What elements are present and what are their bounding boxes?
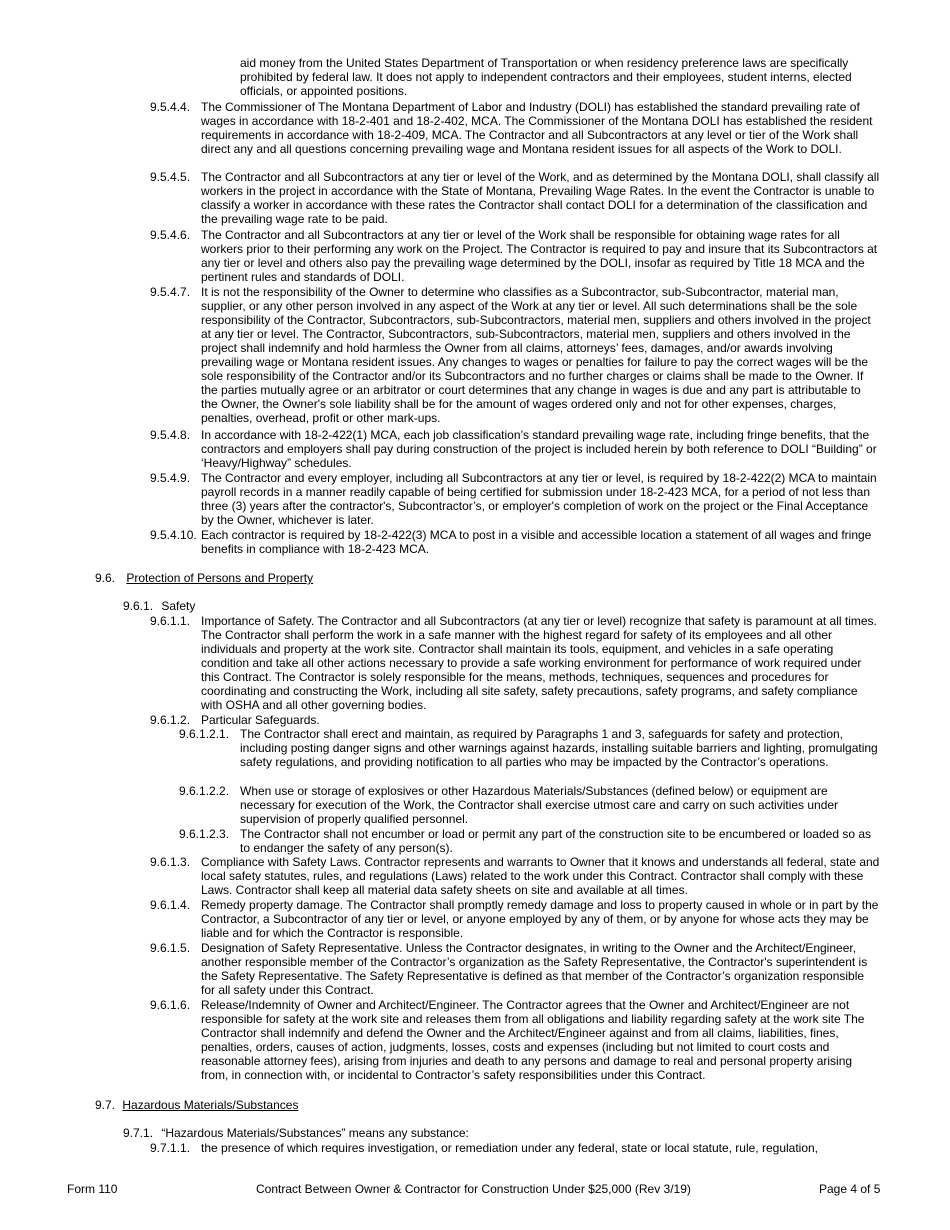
- clause-text: Remedy property damage. The Contractor shall promptly remedy damage and loss to property caused in whole or in part by the Contractor, a Subcontractor of any tier or level, or anyone employed by any of them, or by anyone for whose acts they may be liable and for which the Contractor is responsible.: [201, 898, 879, 940]
- clause-text: The Contractor and all Subcontractors at any tier or level of the Work shall be responsible for obtaining wage rates for all workers prior to their performing any work on the Project. The Contractor is required to pay and insure that its Subcontractors at any tier or level and others also pay the prevailing wage determined by the DOLI, insofar as required by Title 18 MCA and the pertinent rules and standards of DOLI.: [201, 228, 878, 284]
- subsection-title: Safety: [161, 599, 196, 613]
- clause-9-7-1-1: [150, 1141, 880, 1155]
- clause-text: The Contractor shall not encumber or load or permit any part of the construction site to be encumbered or loaded so as to endanger the safety of any person(s).: [240, 827, 872, 855]
- clause-9-5-4-5: [150, 170, 880, 226]
- clause-number: 9.5.4.4.: [150, 100, 191, 114]
- clause-text: The Contractor and every employer, including all Subcontractors at any tier or level, is required by 18-2-422(2) MCA to maintain payroll records in a manner readily capable of being certified for submission under 18-2-423 MCA, for a period of not less than three (3) years after the contractor's, Subcontractor’s, or employer's completion of work on the project or the Final Acceptance by the Owner, whichever is later.: [201, 471, 877, 527]
- clause-9-7-1: [123, 1126, 469, 1140]
- clause-9-5-4-4: [150, 100, 880, 156]
- subsection-heading-9-6-1: [123, 599, 195, 613]
- clause-number: 9.7.1.: [123, 1126, 154, 1140]
- clause-text: Designation of Safety Representative. Unless the Contractor designates, in writing to the Owner and the Architect/Engineer, another responsible member of the Contractor’s organization as the Safety Representative, the Contractor's superintendent is the Safety Representative. The Safety Representative is defined as that member of the Contractor’s organization responsible for all safety under this Contract.: [201, 941, 868, 997]
- clause-number: 9.6.1.2.2.: [179, 784, 230, 798]
- section-number: 9.7.: [95, 1098, 116, 1112]
- clause-9-6-1-1: [150, 614, 880, 712]
- clause-9-6-1-5: [150, 941, 880, 997]
- clause-9-5-4-10: [150, 528, 880, 556]
- clause-text: Release/Indemnity of Owner and Architect/Engineer. The Contractor agrees that the Owner and Architect/Engineer are not responsible for safety at the work site and releases them from all obligations and liability regarding safety at the work site The Contractor shall indemnify and defend the Owner and the Architect/Engineer against and from all claims, liabilities, fines, penalties, orders, causes of action, judgments, losses, costs and expenses (including but not limited to court costs and reasonable attorney fees), arising from injuries and death to any persons and damage to real and personal property arising from, in connection with, or incidental to Contractor’s safety responsibilities under this Contract.: [201, 998, 865, 1082]
- clause-9-6-1-2: [150, 713, 880, 727]
- clause-number: 9.5.4.10.: [150, 528, 197, 542]
- clause-number: 9.5.4.7.: [150, 285, 191, 299]
- subsection-number: 9.6.1.: [123, 599, 154, 613]
- clause-number: 9.5.4.9.: [150, 471, 191, 485]
- clause-number: 9.5.4.5.: [150, 170, 191, 184]
- clause-text: In accordance with 18-2-422(1) MCA, each job classification’s standard prevailing wage rate, including fringe benefits, that the contractors and employers shall pay during construction of the project is included herein by both reference to DOLI “Building” or ‘Heavy/Highway” schedules.: [201, 428, 877, 470]
- section-title: Protection of Persons and Property: [126, 571, 314, 585]
- clause-9-6-1-6: [150, 998, 880, 1082]
- footer-document-title: Contract Between Owner & Contractor for Construction Under $25,000 (Rev 3/19): [256, 1182, 691, 1196]
- clause-9-6-1-2-3: [179, 827, 880, 855]
- clause-number: 9.6.1.2.1.: [179, 727, 230, 741]
- clause-9-6-1-2-1: [179, 727, 880, 769]
- clause-9-6-1-3: [150, 855, 880, 897]
- clause-9-6-1-4: [150, 898, 880, 940]
- clause-text: It is not the responsibility of the Owner to determine who classifies as a Subcontractor, sub-Subcontractor, material man, supplier, or any other person involved in any aspect of the Work at any tier or level. All such determinations shall be the sole responsibility of the Contractor, Subcontractors, sub-Subcontractors, material men, suppliers and others involved in the project at any tier or level. The Contractor, Subcontractors, sub-Subcontractors, material men, suppliers and others involved in the project shall indemnify and hold harmless the Owner from all claims, attorneys’ fees, damages, and/or awards involving prevailing wage or Montana resident issues. Any changes to wages or penalties for failure to pay the correct wages will be the sole responsibility of the Contractor and/or its Subcontractors and no further charges or claims shall be made to the Owner. If the parties mutually agree or an arbitrator or court determines that any change in wages is due and any part is attributable to the Owner, the Owner's sole liability shall be for the amount of wages ordered only and not for other expenses, charges, penalties, overhead, profit or other mark-ups.: [201, 285, 871, 425]
- clause-text: The Contractor shall erect and maintain, as required by Paragraphs 1 and 3, safeguards for safety and protection, including posting danger signs and other warnings against hazards, installing suitable barriers and lighting, promulgating safety regulations, and providing notification to all parties who may be impacted by the Contractor’s operations.: [240, 727, 878, 769]
- clause-number: 9.5.4.8.: [150, 428, 191, 442]
- clause-number: 9.7.1.1.: [150, 1141, 191, 1155]
- section-heading-9-7: [95, 1098, 298, 1112]
- clause-number: 9.6.1.5.: [150, 941, 191, 955]
- clause-number: 9.6.1.3.: [150, 855, 191, 869]
- clause-9-6-1-2-2: [179, 784, 880, 826]
- section-heading-9-6: [95, 571, 313, 585]
- clause-text: “Hazardous Materials/Substances” means any substance:: [161, 1126, 469, 1140]
- clause-9-5-4-6: [150, 228, 880, 284]
- clause-text: The Contractor and all Subcontractors at any tier or level of the Work, and as determined by the Montana DOLI, shall classify all workers in the project in accordance with the State of Montana, Prevailing Wage Rates. In the event the Contractor is unable to classify a worker in accordance with these rates the Contractor shall contact DOLI for a determination of the classification and the prevailing wage rate to be paid.: [201, 170, 880, 226]
- footer-form-number: Form 110: [67, 1182, 118, 1196]
- clause-text: Importance of Safety. The Contractor and all Subcontractors (at any tier or level) recognize that safety is paramount at all times. The Contractor shall perform the work in a safe manner with the highest regard for safety of its employees and all other individuals and property at the work site. Contractor shall maintain its tools, equipment, and vehicles in a safe operating condition and take all other actions necessary to provide a safe working environment for performance of work required under this Contract. The Contractor is solely responsible for the means, methods, techniques, sequences and procedures for coordinating and constructing the Work, including all site safety, safety precautions, safety programs, and safety compliance with OSHA and all other governing bodies.: [201, 614, 877, 712]
- clause-9-5-4-9: [150, 471, 880, 527]
- footer-page-number: Page 4 of 5: [819, 1182, 881, 1196]
- clause-number: 9.5.4.6.: [150, 228, 191, 242]
- clause-number: 9.6.1.6.: [150, 998, 191, 1012]
- continued-paragraph: aid money from the United States Department of Transportation or when residency preference laws are specifically prohibited by federal law. It does not apply to independent contractors and their employees, student interns, elected officials, or appointed positions.: [240, 56, 852, 98]
- clause-text: The Commissioner of The Montana Department of Labor and Industry (DOLI) has established the standard prevailing rate of wages in accordance with 18-2-401 and 18-2-402, MCA. The Commissioner of the Montana DOLI has established the resident requirements in accordance with 18-2-409, MCA. The Contractor and all Subcontractors at any level or tier of the Work shall direct any and all questions concerning prevailing wage and Montana resident issues for all aspects of the Work to DOLI.: [201, 100, 873, 156]
- clause-number: 9.6.1.2.: [150, 713, 191, 727]
- clause-number: 9.6.1.4.: [150, 898, 191, 912]
- clause-text: Compliance with Safety Laws. Contractor represents and warrants to Owner that it knows and understands all federal, state and local safety statutes, rules, and regulations (Laws) related to the work under this Contract. Contractor shall comply with these Laws. Contractor shall keep all material data safety sheets on site and available at all times.: [201, 855, 880, 897]
- clause-number: 9.6.1.1.: [150, 614, 191, 628]
- clause-9-5-4-7: [150, 285, 880, 425]
- section-title: Hazardous Materials/Substances: [122, 1098, 299, 1112]
- section-number: 9.6.: [95, 571, 116, 585]
- clause-text: Each contractor is required by 18-2-422(3) MCA to post in a visible and accessible location a statement of all wages and fringe benefits in compliance with 18-2-423 MCA.: [201, 528, 872, 556]
- clause-9-5-4-8: [150, 428, 880, 470]
- clause-text: Particular Safeguards.: [201, 713, 320, 727]
- clause-number: 9.6.1.2.3.: [179, 827, 230, 841]
- clause-text: the presence of which requires investigation, or remediation under any federal, state or local statute, rule, regulation,: [201, 1141, 819, 1155]
- clause-text: When use or storage of explosives or other Hazardous Materials/Substances (defined below) or equipment are necessary for execution of the Work, the Contractor shall exercise utmost care and carry on such activities under supervision of properly qualified personnel.: [240, 784, 839, 826]
